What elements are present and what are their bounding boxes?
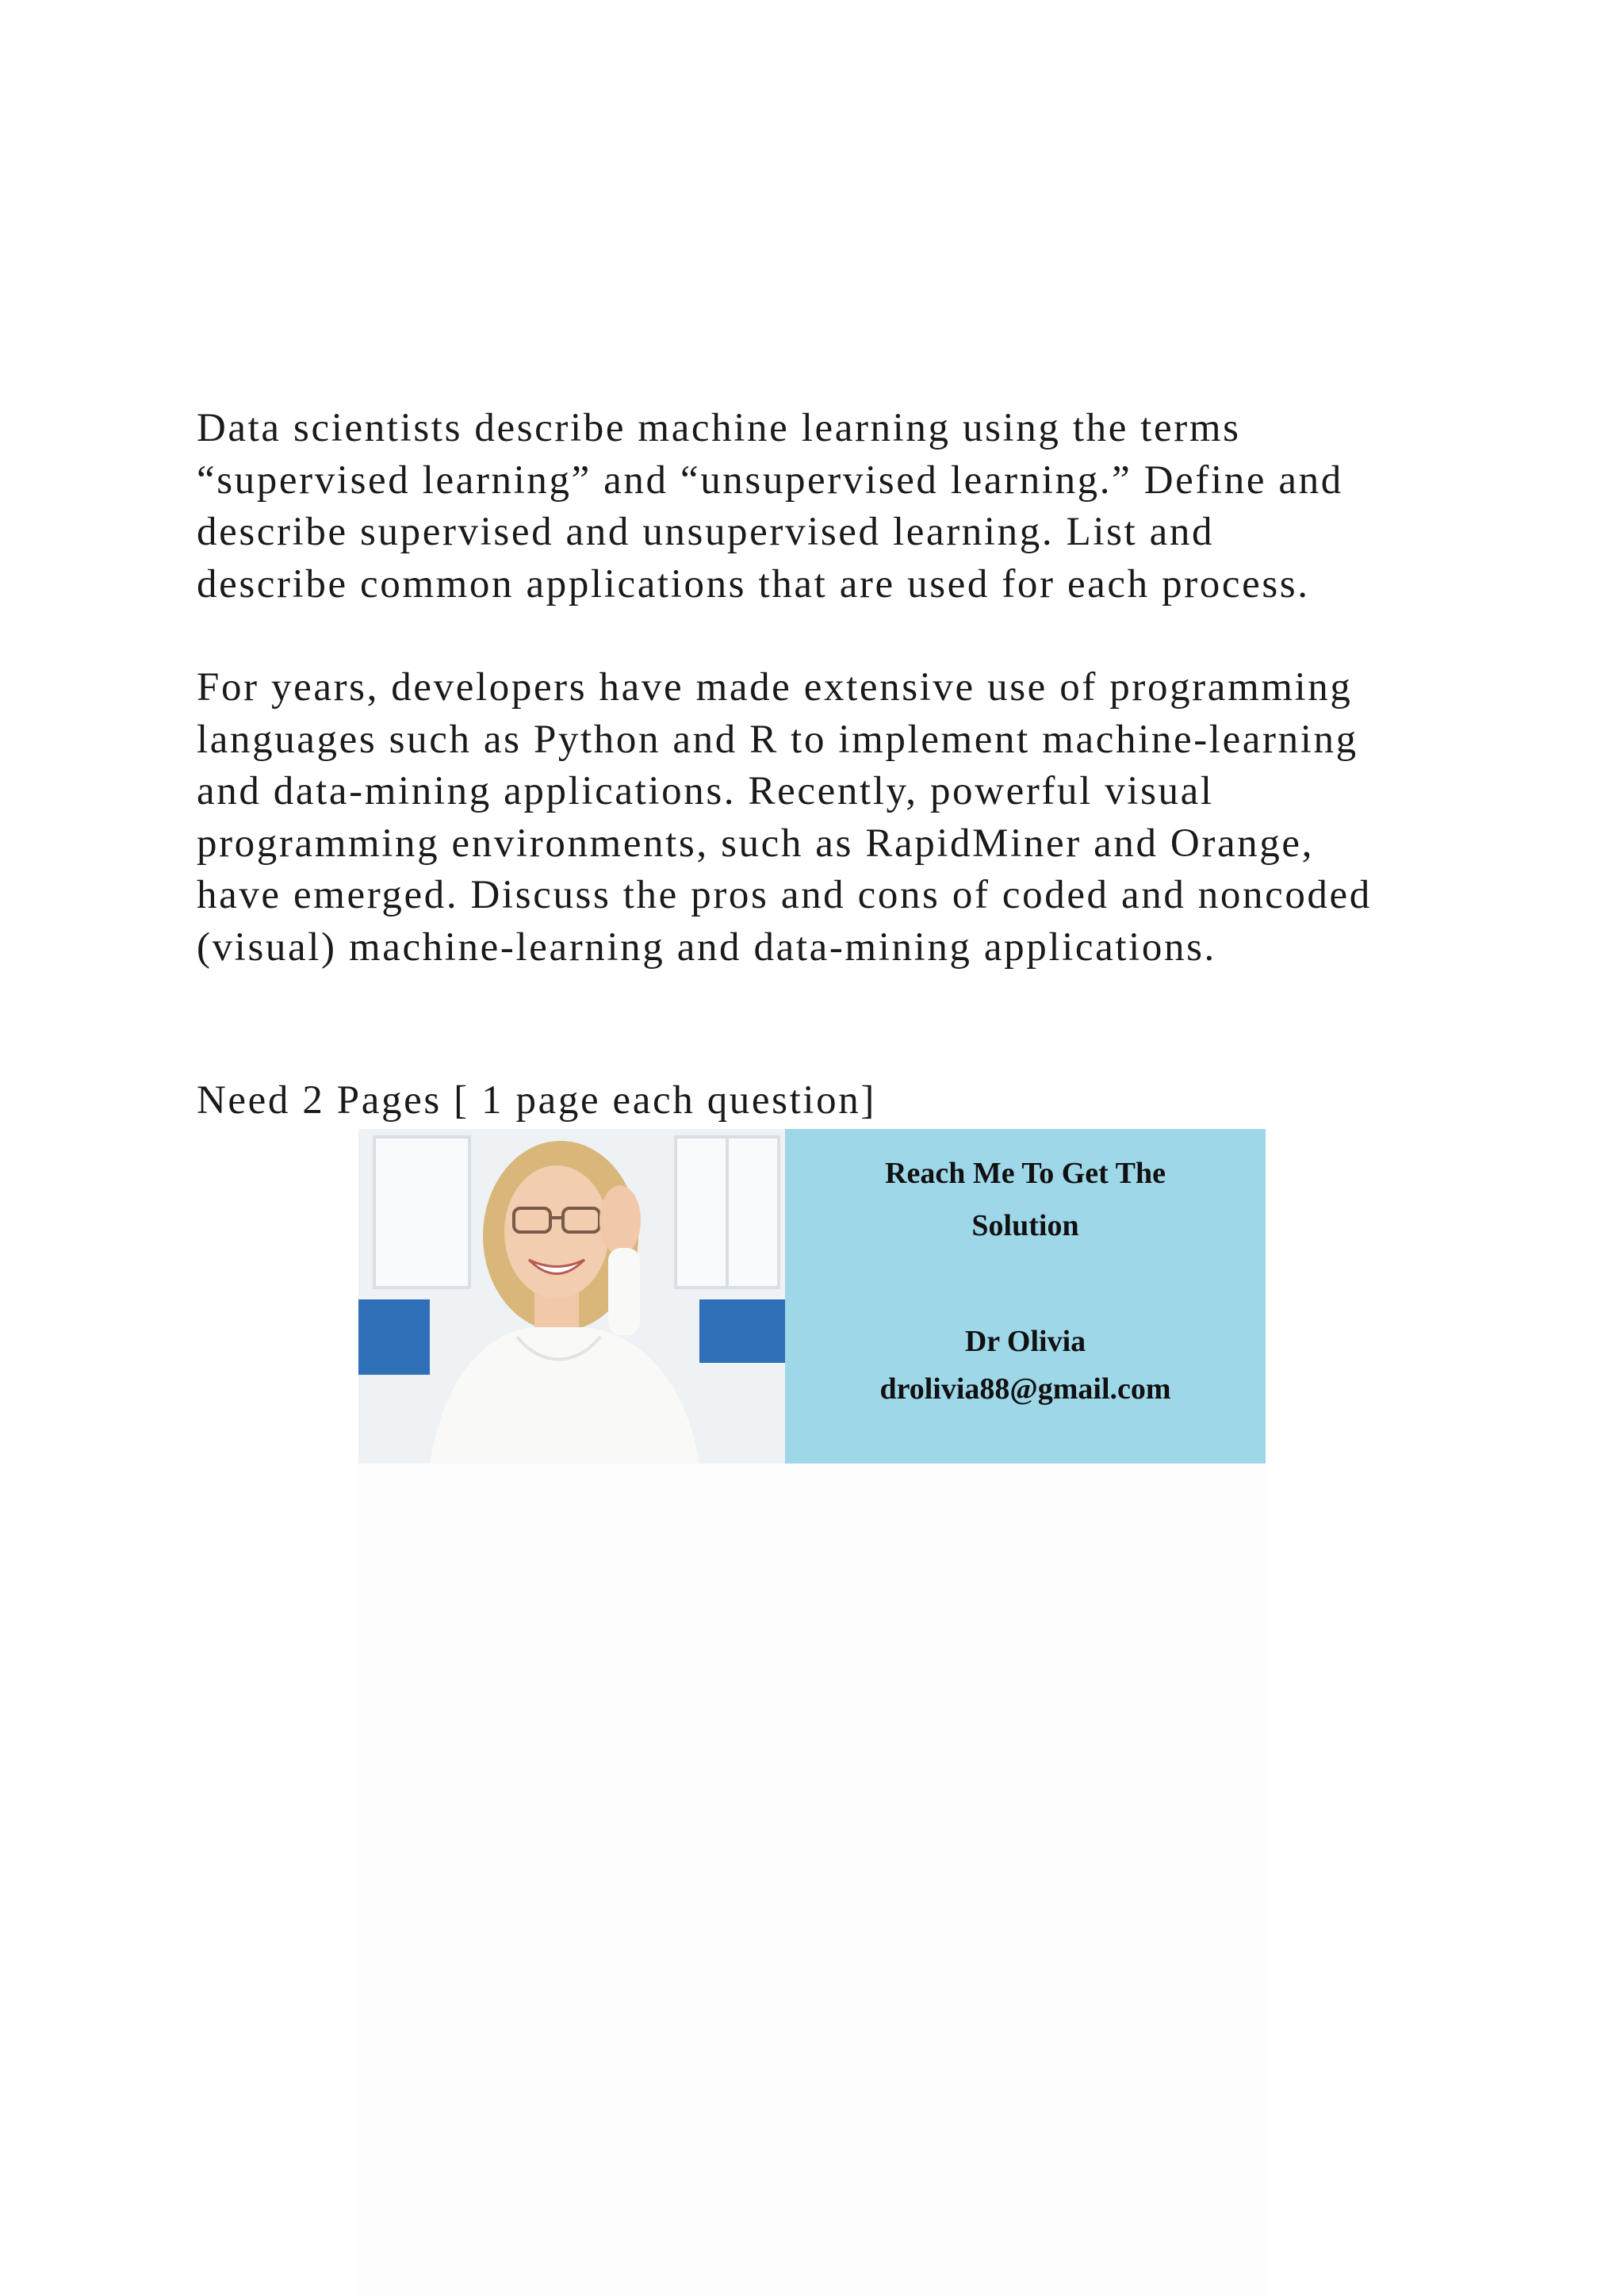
contact-banner [358,1129,1266,1464]
banner-headline: Reach Me To Get The [885,1157,1166,1190]
contact-info-panel [785,1129,1266,1464]
woman-portrait-icon [358,1129,785,1464]
contact-email: drolivia88@gmail.com [879,1372,1171,1406]
question-paragraph-2: For years, developers have made extensive use of programming languages such as Python and R to implement machine-learning and data-mining applications. Recently, powerful visual programming environments, such as RapidMiner and Orange, have emerged. Discuss the pros and cons of coded and noncoded (visual) machine-learning and data-mining applications. [197,665,1372,970]
contact-name: Dr Olivia [964,1325,1086,1358]
question-paragraph-1: Data scientists describe machine learning using the terms “supervised learning” and “unsupervised learning.” Define and describe supervised and unsupervised learning. List and describe common applications that are used for each process. [197,406,1343,607]
page-requirement-note: Need 2 Pages [ 1 page each question] [197,1078,876,1123]
tutor-photo [358,1129,785,1464]
background-panel [358,1464,1266,2296]
banner-headline-continued: Solution [971,1209,1079,1242]
